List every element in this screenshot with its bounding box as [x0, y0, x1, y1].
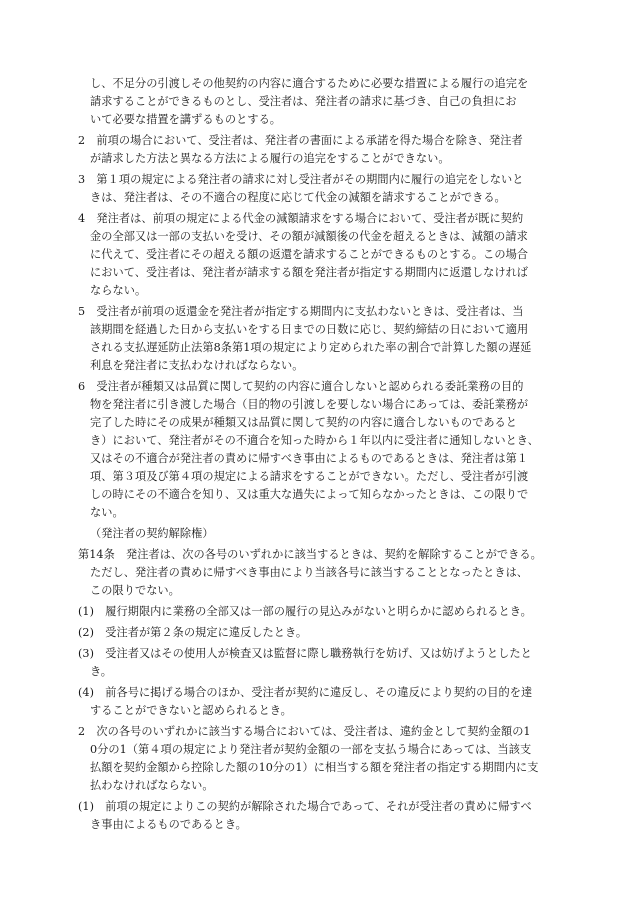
text-line: に代えて、受注者にその超える額の返還を請求することができるものとする。この場合: [90, 248, 529, 261]
numbered-clause: [78, 303, 558, 375]
text-line: ただし、発注者の責めに帰すべき事由により当該各号に該当することとなったときは、: [90, 566, 529, 579]
text-line: 利息を発注者に支払わなければならない。: [90, 359, 304, 372]
text-line: いて必要な措置を講ずるものとする。: [90, 113, 282, 126]
text-line: 2 次の各号のいずれかに該当する場合においては、受注者は、違約金として契約金額の1: [78, 725, 531, 738]
text-line: しの時にその不適合を知り、又は重大な過失によって知らなかったときは、この限りで: [90, 488, 529, 501]
text-line: 物を発注者に引き渡した場合（目的物の引渡しを要しない場合にあっては、委託業務が: [90, 398, 529, 411]
text-line: (3) 受注者又はその使用人が検査又は監督に際し職務執行を妨げ、又は妨げようとしたと: [78, 647, 532, 660]
text-line: 完了した時にその成果が種類又は品質に関して契約の内容に適合しないものであると: [90, 416, 518, 429]
numbered-clause: [78, 132, 558, 168]
numbered-clause: [78, 378, 558, 522]
sub-item: [78, 798, 558, 834]
text-line: 項、第３項及び第４項の規定による請求をすることができない。ただし、受注者が引渡: [90, 470, 529, 483]
text-line: 払わなければならない。: [90, 779, 214, 792]
text-line: 2 前項の場合において、受注者は、発注者の書面による承諾を得た場合を除き、発注者: [78, 134, 523, 147]
text-line: 第14条 発注者は、次の各号のいずれかに該当するときは、契約を解除することができる。: [78, 548, 542, 561]
document-body: [78, 75, 558, 837]
text-line: 5 受注者が前項の返還金を発注者が指定する期間内に支払わないときは、受注者は、当: [78, 305, 524, 318]
text-line: において、受注者は、発注者が請求する額を発注者が指定する期間内に返還しなければ: [90, 266, 529, 279]
paragraph-gap: [78, 834, 558, 837]
text-line: （発注者の契約解除権）: [90, 527, 214, 540]
text-line: 又はその不適合が発注者の責めに帰すべき事由によるものであるときは、発注者は第１: [90, 452, 529, 465]
text-line: 6 受注者が種類又は品質に関して契約の内容に適合しないと認められる委託業務の目的: [78, 380, 524, 393]
text-line: き）において、発注者がその不適合を知った時から１年以内に受注者に通知しないとき、: [90, 434, 539, 447]
text-line: (1) 前項の規定によりこの契約が解除された場合であって、それが受注者の責めに帰すべ: [78, 800, 532, 813]
continued-paragraph: [78, 75, 558, 129]
text-line: が請求した方法と異なる方法による履行の追完をすることができない。: [90, 152, 450, 165]
text-line: ならない。: [90, 284, 147, 297]
numbered-clause: [78, 723, 558, 795]
text-line: 払額を契約金額から控除した額の10分の1）に相当する額を発注者の指定する期間内に支: [90, 761, 539, 774]
text-line: 該期間を経過した日から支払いをする日までの日数に応じ、契約締結の日において適用: [90, 323, 529, 336]
text-line: することができないと認められるとき。: [90, 704, 292, 717]
text-line: この限りでない。: [90, 584, 180, 597]
text-line: き。: [90, 665, 113, 678]
section-heading: [78, 525, 558, 543]
article-paragraph: [78, 546, 558, 600]
text-line: 金の全部又は一部の支払いを受け、その額が減額後の代金を超えるときは、減額の請求: [90, 230, 528, 243]
text-line: 請求することができるものとし、受注者は、発注者の請求に基づき、自己の負担にお: [90, 95, 517, 108]
text-line: 0分の1（第４項の規定により発注者が契約金額の一部を支払う場合にあっては、当該支: [90, 743, 532, 756]
text-line: 3 第１項の規定による発注者の請求に対し受注者がその期間内に履行の追完をしないと: [78, 173, 524, 186]
text-line: される支払遅延防止法第8条第1項の規定により定められた率の割合で計算した額の遅延: [90, 341, 532, 354]
text-line: (2) 受注者が第２条の規定に違反したとき。: [78, 626, 308, 639]
sub-item: [78, 603, 558, 621]
text-line: し、不足分の引渡しその他契約の内容に適合するために必要な措置による履行の追完を: [90, 77, 529, 90]
text-line: ない。: [90, 506, 124, 519]
sub-item: [78, 624, 558, 642]
text-line: きは、発注者は、その不適合の程度に応じて代金の減額を請求することができる。: [90, 191, 506, 204]
sub-item: [78, 684, 558, 720]
text-line: き事由によるものであるとき。: [90, 818, 247, 831]
text-line: (1) 履行期限内に業務の全部又は一部の履行の見込みがないと明らかに認められるとき。: [78, 605, 532, 618]
sub-item: [78, 645, 558, 681]
numbered-clause: [78, 171, 558, 207]
text-line: (4) 前各号に掲げる場合のほか、受注者が契約に違反し、その違反により契約の目的を達: [78, 686, 533, 699]
text-line: 4 発注者は、前項の規定による代金の減額請求をする場合において、受注者が既に契約: [78, 212, 524, 225]
numbered-clause: [78, 210, 558, 300]
